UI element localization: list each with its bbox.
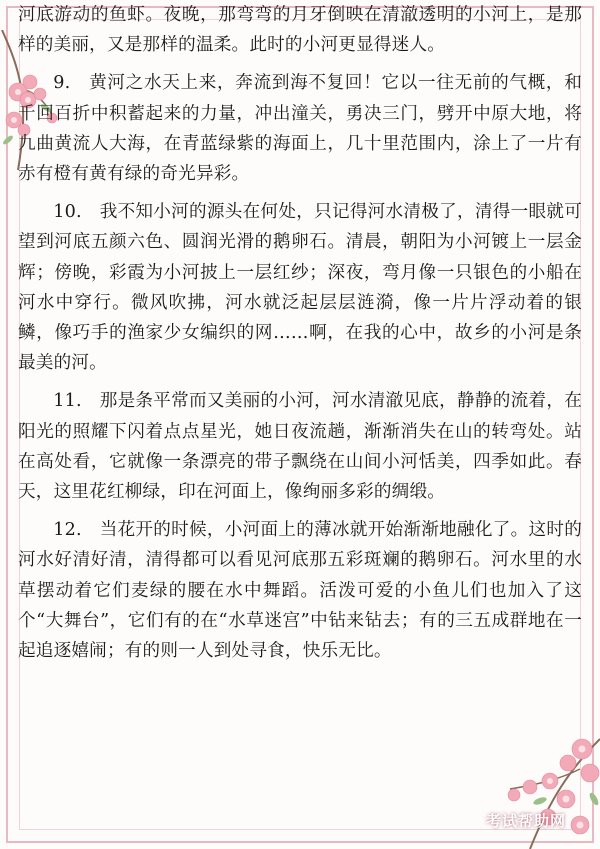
article-body [18,0,582,674]
paragraph-11: 11. 那是条平常而又美丽的小河，河水清澈见底，静静的流着，在阳光的照耀下闪着点点星光，她日夜流趟，渐渐消失在山的转弯处。站在高处看，它就像一条漂亮的带子飘绕在山间小河恬美，四季如此。春天，这里花红柳绿，印在河面上，像绚丽多彩的绸缎。 [18,391,582,503]
watermark: 考试帮助网 [485,812,566,830]
paragraph-9: 9. 黄河之水天上来，奔流到海不复回！它以一往无前的气概，和千回百折中积蓄起来的力量，冲出潼关，勇决三门，劈开中原大地，将九曲黄流人大海，在青蓝绿紫的海面上，几十里范围内，涂上了一片有赤有橙有黄有绿的奇光异彩。 [18,73,582,185]
paragraph-12: 12. 当花开的时候，小河面上的薄冰就开始渐渐地融化了。这时的河水好清好清，清得都可以看见河底那五彩斑斓的鹅卵石。河水里的水草摆动着它们麦绿的腰在水中舞蹈。活泼可爱的小鱼儿们也加入了这个“大舞台”，它们有的在“水草迷宫”中钻来钻去；有的三五成群地在一起追逐嬉闹；有的则一人到处寻食，快乐无比。 [18,520,582,662]
paragraph-10: 10. 我不知小河的源头在何处，只记得河水清极了，清得一眼就可望到河底五颜六色、圆润光滑的鹅卵石。清晨，朝阳为小河镀上一层金辉；傍晚，彩霞为小河披上一层红纱；深夜，弯月像一只银色的小船在河水中穿行。微风吹拂，河水就泛起层层涟漪，像一片片浮动着的银鳞，像巧手的渔家少女编织的网……啊，在我的心中，故乡的小河是条最美的河。 [18,202,582,374]
flower-decoration-bottom-right [470,729,600,849]
paragraph-continued: 河底游动的鱼虾。夜晚，那弯弯的月牙倒映在清澈透明的小河上，是那样的美丽，又是那样的温柔。此时的小河更显得迷人。 [18,5,582,56]
